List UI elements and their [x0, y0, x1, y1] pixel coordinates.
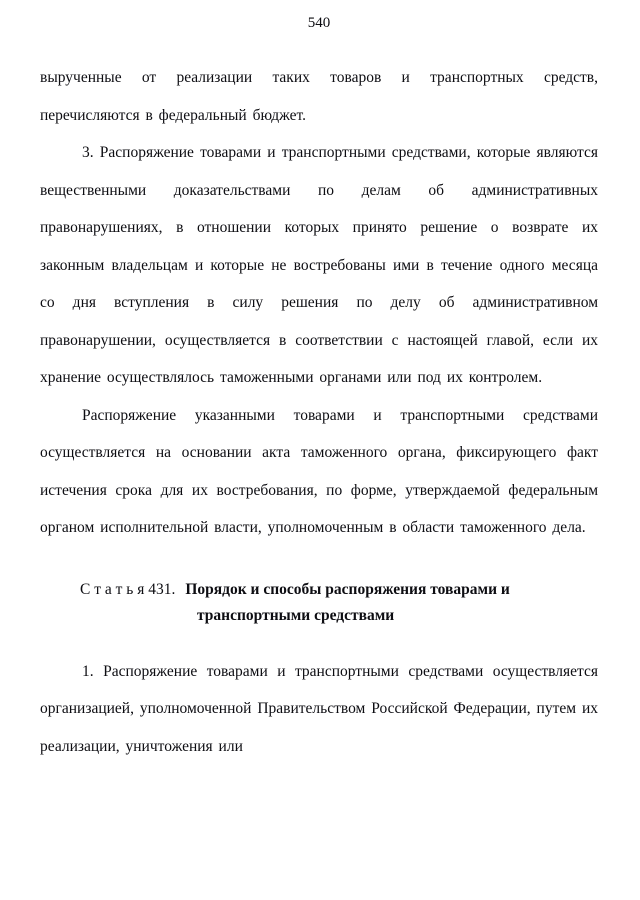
article-heading — [80, 577, 558, 629]
paragraph-item-1: 1. Распоряжение товарами и транспортными средствами осуществляется организацией, уполномоченной Правительством Российской Федерации, путем их реализации, уничтожения или — [40, 662, 598, 755]
paragraph-item-3: 3. Распоряжение товарами и транспортными средствами, которые являются вещественными доказательствами по делам об административных правонарушениях, в отношении которых принято решение о возврате их законным владельцам и которые не востребованы ими в течение одного месяца со дня вступления в силу решения по делу об административном правонарушении, осуществляется в соответствии с настоящей главой, если их хранение осуществлялось таможенными органами или под их контролем. — [40, 144, 598, 386]
paragraph-disposal-act: Распоряжение указанными товарами и транспортными средствами осуществляется на основании акта таможенного органа, фиксирующего факт истечения срока для их востребования, по форме, утверждаемой федеральным органом исполнительной власти, уполномоченным в области таможенного дела. — [40, 406, 598, 536]
paragraph-continuation: вырученные от реализации таких товаров и транспортных средств, перечисляются в федеральный бюджет. — [40, 69, 598, 124]
page-number: 540 — [307, 15, 331, 31]
article-number-label: С т а т ь я 431. — [80, 580, 176, 598]
article-title: Порядок и способы распоряжения товарами и транспортными средствами — [185, 580, 510, 624]
